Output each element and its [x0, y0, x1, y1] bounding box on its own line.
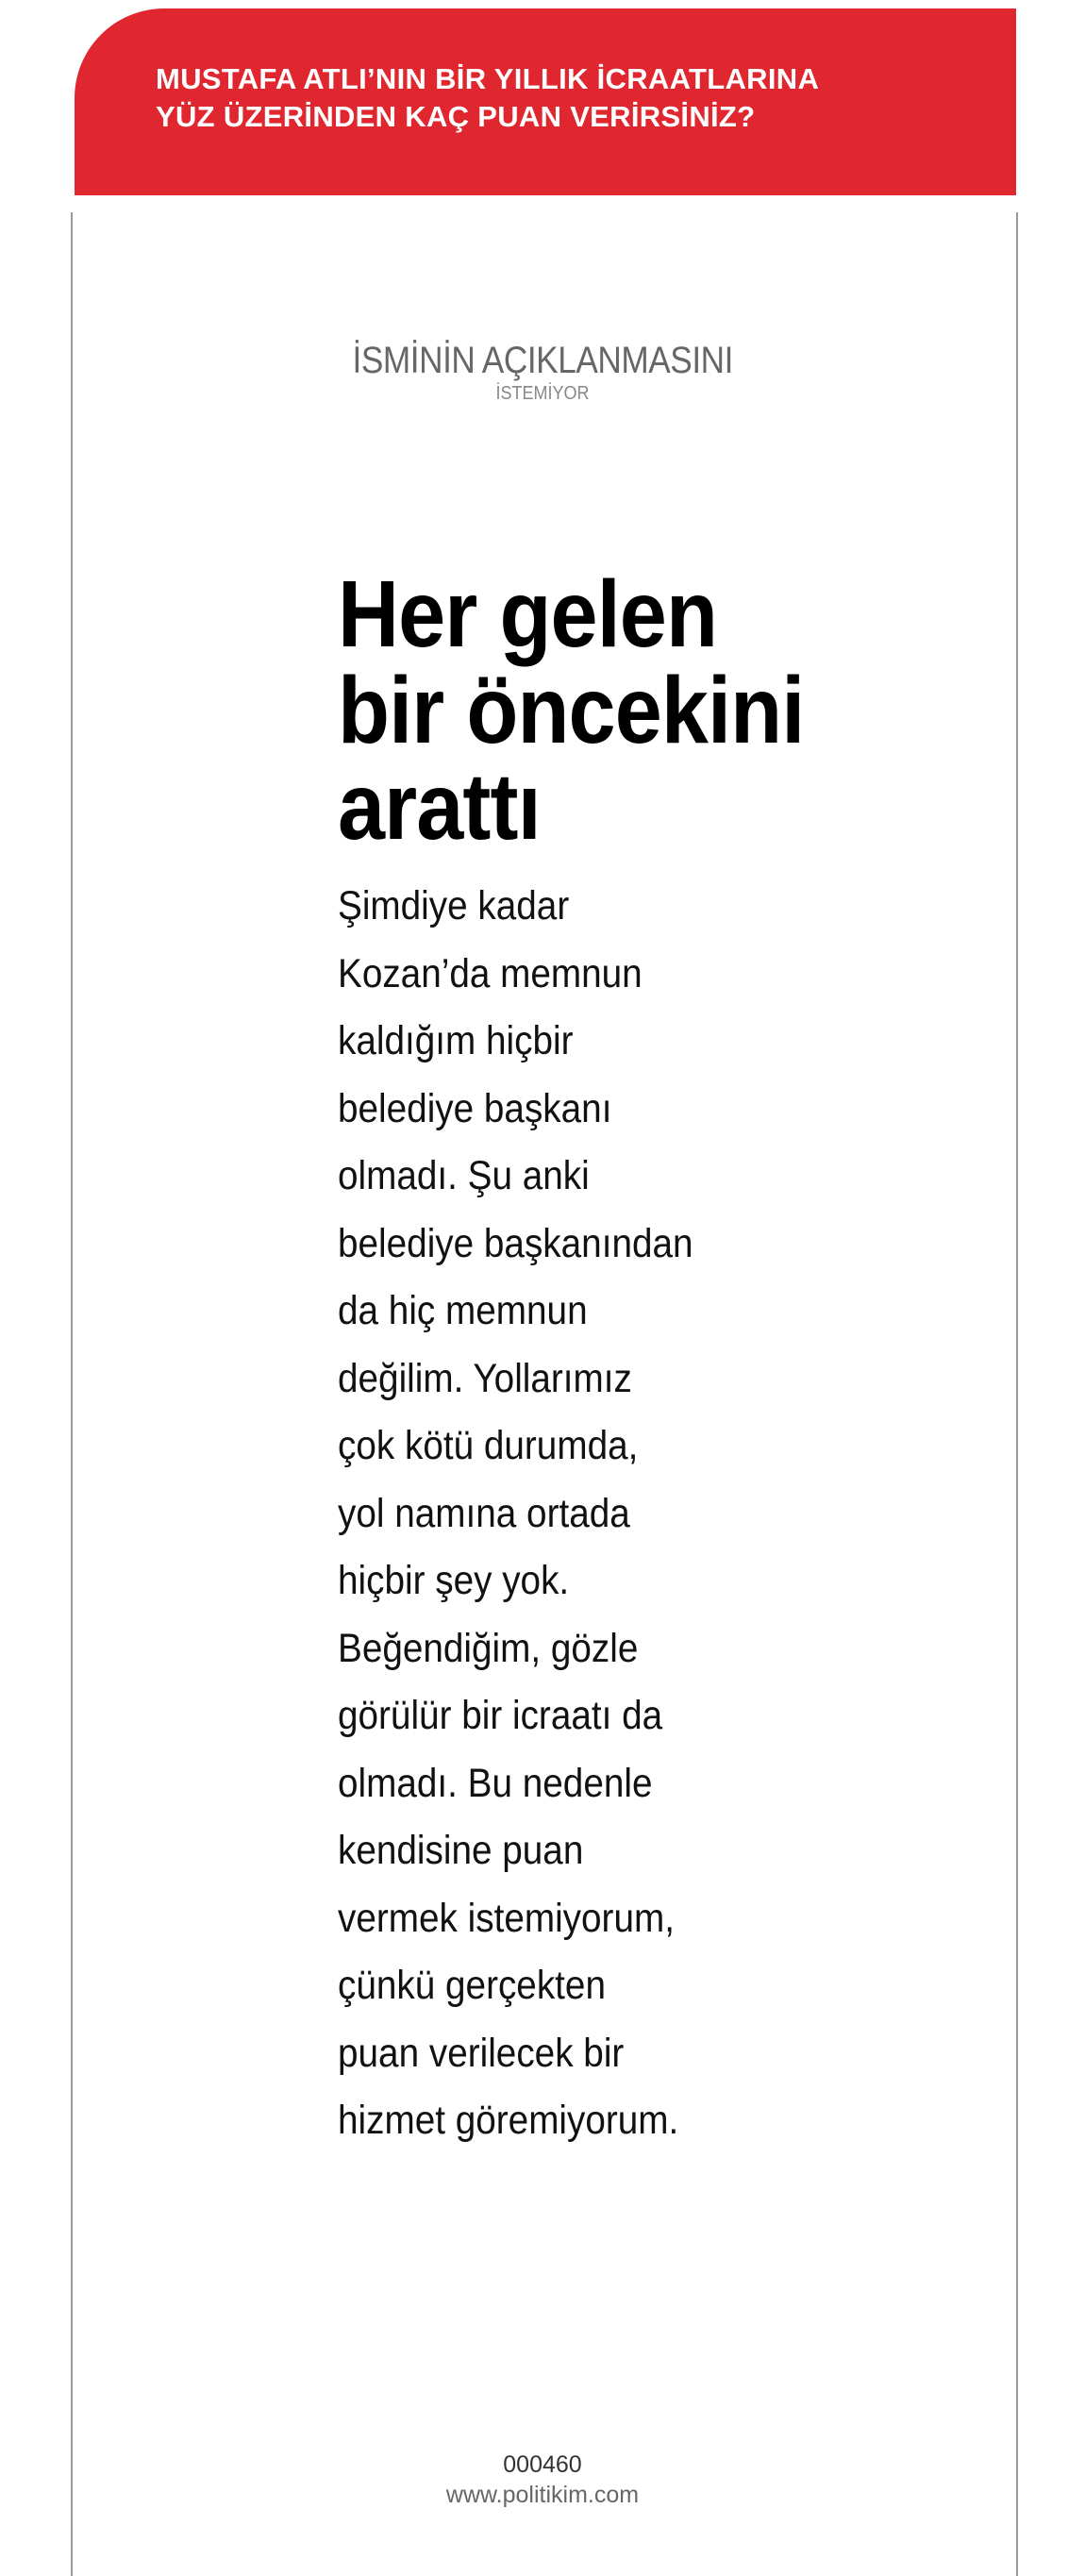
body-line: çünkü gerçekten [338, 1963, 606, 2008]
body-line: vermek istemiyorum, [338, 1895, 675, 1941]
headline-line: bir öncekini [338, 658, 805, 763]
question-banner [75, 8, 1016, 195]
body-line: yol namına ortada [338, 1490, 630, 1536]
quote-body [338, 873, 779, 2155]
body-line: değilim. Yollarımız [338, 1355, 632, 1401]
body-line: kaldığım hiçbir [338, 1018, 574, 1063]
body-line: Kozan’da memnun [338, 950, 643, 996]
footer [0, 2450, 1085, 2510]
byline-name: İSMİNİN AÇIKLANMASINI [352, 340, 733, 381]
body-line: hizmet göremiyorum. [338, 2098, 679, 2143]
body-line: olmadı. Bu nedenle [338, 1760, 653, 1806]
frame-right-border [1016, 212, 1018, 2576]
headline-line: arattı [338, 754, 541, 860]
byline [0, 340, 1085, 404]
article-code: 000460 [503, 2451, 582, 2478]
body-line: hiçbir şey yok. [338, 1558, 570, 1603]
frame-left-border [71, 212, 73, 2576]
body-line: belediye başkanı [338, 1085, 612, 1131]
body-line: olmadı. Şu anki [338, 1153, 590, 1198]
body-line: çok kötü durumda, [338, 1423, 639, 1468]
body-line: Şimdiye kadar [338, 883, 570, 928]
body-line: puan verilecek bir [338, 2030, 625, 2076]
banner-line-1: MUSTAFA ATLI’NIN BİR YILLIK İCRAATLARINA [156, 62, 820, 95]
body-line: görülür bir icraatı da [338, 1693, 663, 1738]
body-line: da hiç memnun [338, 1288, 588, 1333]
body-line: Beğendiğim, gözle [338, 1625, 639, 1671]
website-link[interactable]: www.politikim.com [445, 2482, 640, 2508]
banner-line-2: YÜZ ÜZERİNDEN KAÇ PUAN VERİRSİNİZ? [156, 100, 756, 133]
headline-line: Her gelen [338, 561, 718, 667]
body-line: belediye başkanından [338, 1220, 693, 1266]
byline-subtitle: İSTEMİYOR [495, 383, 590, 404]
body-line: kendisine puan [338, 1828, 584, 1873]
headline [338, 561, 932, 860]
